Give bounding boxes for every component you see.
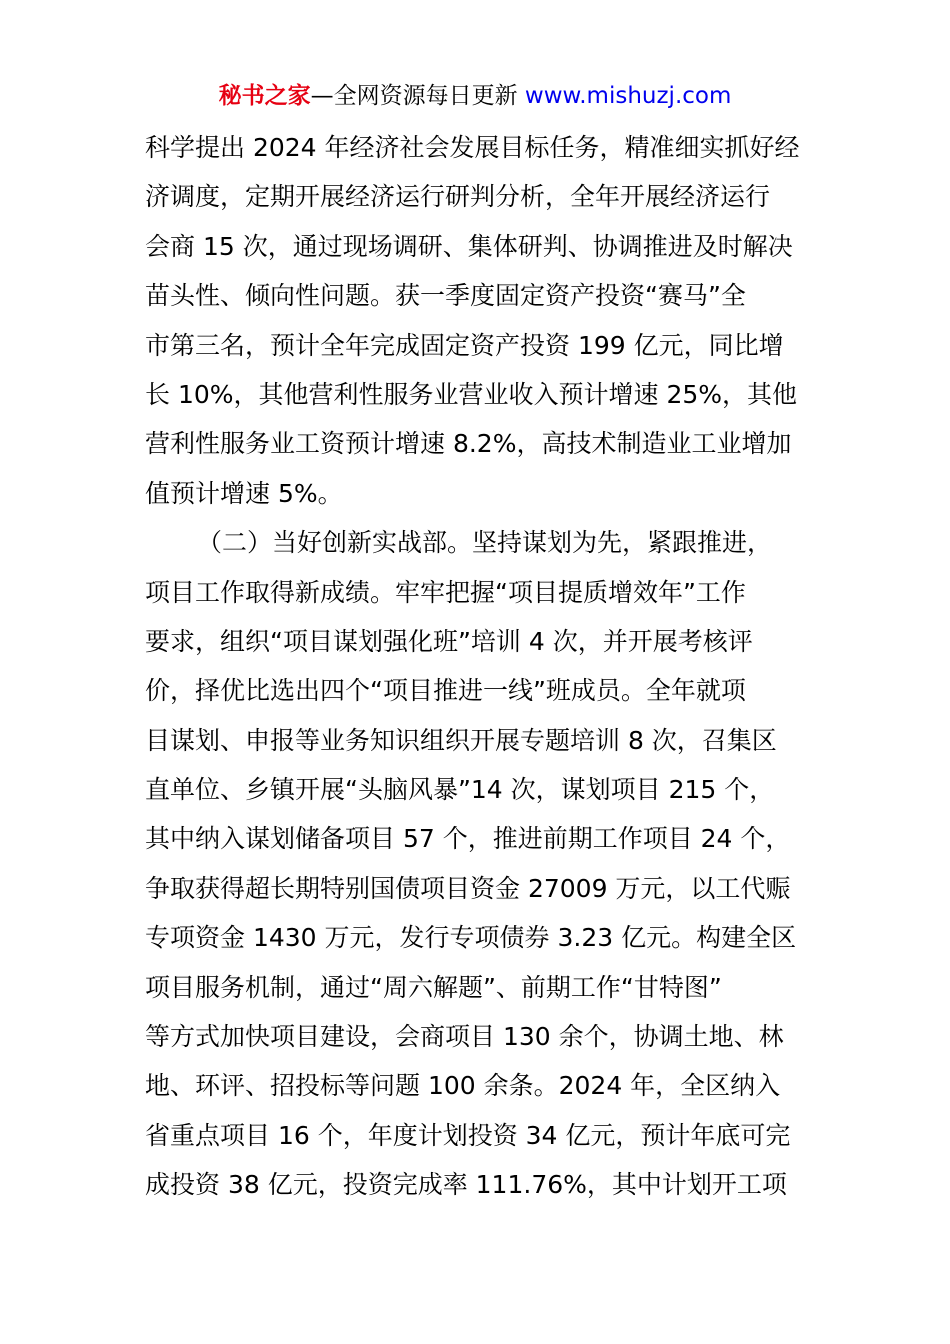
- text-line: 项目工作取得新成绩。牢牢把握“项目提质增效年”工作: [145, 577, 746, 607]
- document-body: [145, 123, 811, 1210]
- text-line: 要求，组织“项目谋划强化班”培训 4 次，并开展考核评: [145, 626, 753, 656]
- text-line: 济调度，定期开展经济运行研判分析，全年开展经济运行: [145, 182, 771, 212]
- page-header: [0, 80, 950, 112]
- text-line: 会商 15 次，通过现场调研、集体研判、协调推进及时解决: [145, 231, 793, 261]
- text-line: 成投资 38 亿元，投资完成率 111.76%，其中计划开工项: [145, 1170, 787, 1200]
- text-line: 项目服务机制，通过“周六解题”、前期工作“甘特图”: [145, 972, 722, 1002]
- site-url[interactable]: www.mishuzj.com: [524, 83, 732, 109]
- text-line: 其中纳入谋划储备项目 57 个，推进前期工作项目 24 个，: [145, 824, 791, 854]
- text-line: 价，择优比选出四个“项目推进一线”班成员。全年就项: [145, 676, 746, 706]
- text-line: 等方式加快项目建设，会商项目 130 余个，协调土地、林: [145, 1022, 784, 1052]
- text-line: 苗头性、倾向性问题。获一季度固定资产投资“赛马”全: [145, 281, 746, 311]
- text-line: 目谋划、申报等业务知识组织开展专题培训 8 次，召集区: [145, 725, 777, 755]
- text-line: 争取获得超长期特别国债项目资金 27009 万元，以工代赈: [145, 873, 791, 903]
- section-heading-line: （二）当好创新实战部。坚持谋划为先，紧跟推进，: [197, 528, 773, 558]
- brand-name: 秘书之家: [218, 83, 311, 109]
- text-line: 值预计增速 5%。: [145, 478, 343, 508]
- text-line: 营利性服务业工资预计增速 8.2%，高技术制造业工业增加: [145, 429, 792, 459]
- text-line: 科学提出 2024 年经济社会发展目标任务，精准细实抓好经: [145, 133, 800, 162]
- text-line: 长 10%，其他营利性服务业营业收入预计增速 25%，其他: [145, 379, 798, 409]
- header-tagline: —全网资源每日更新: [310, 83, 525, 109]
- text-line: 市第三名，预计全年完成固定资产投资 199 亿元，同比增: [145, 330, 784, 360]
- text-line: 直单位、乡镇开展“头脑风暴”14 次，谋划项目 215 个，: [145, 775, 775, 805]
- text-line: 省重点项目 16 个，年度计划投资 34 亿元，预计年底可完: [145, 1120, 791, 1150]
- text-line: 专项资金 1430 万元，发行专项债券 3.23 亿元。构建全区: [145, 923, 797, 953]
- text-line: 地、环评、招投标等问题 100 余条。2024 年，全区纳入: [145, 1071, 781, 1101]
